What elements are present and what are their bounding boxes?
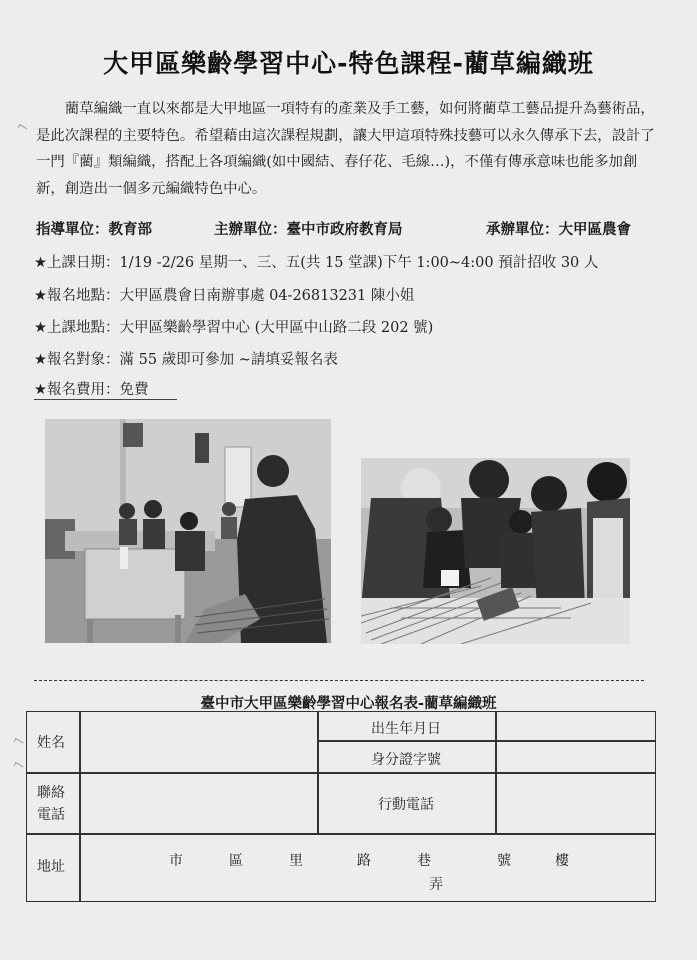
star-icon: ★	[34, 320, 47, 336]
staple-mark	[14, 762, 24, 770]
phone-label-2: 電話	[37, 807, 65, 823]
star-icon: ★	[34, 288, 47, 304]
address-village: 里	[289, 853, 303, 869]
star-icon: ★	[34, 255, 47, 271]
classroom-photo	[45, 419, 331, 643]
address-floor: 樓	[555, 853, 569, 869]
address-lane: 巷	[417, 853, 431, 869]
name-label: 姓名	[37, 735, 65, 751]
class-place: 上課地點：大甲區樂齡學習中心 (大甲區中山路二段 202 號)	[47, 320, 434, 336]
class-date-line	[34, 251, 598, 272]
intro-paragraph: 藺草編織一直以來都是大甲地區一項特有的產業及手工藝，如何將藺草工藝品提升為藝術品，是此次課程的主要特色。希望藉由這次課程規劃，讓大甲這項特殊技藝可以永久傳承下去，設計了一門『藺』類編織，搭配上各項編織(如中國結、春仔花、毛線…)，不僅有傳承意味也能多加創新，創造出一個多元編織特色中心。	[36, 101, 655, 197]
staple-mark	[18, 124, 28, 132]
name-field[interactable]	[87, 728, 313, 756]
phone-label: 聯絡	[37, 785, 65, 801]
form-title: 臺中市大甲區樂齡學習中心報名表-藺草編織班	[200, 696, 497, 712]
organizer-unit: 承辦單位：大甲區農會	[486, 222, 631, 238]
page-title: 大甲區樂齡學習中心-特色課程-藺草編織班	[103, 49, 594, 78]
address-number: 號	[497, 853, 511, 869]
id-number-label: 身分證字號	[371, 752, 441, 768]
staple-mark	[14, 738, 24, 746]
eligibility: 報名對象：滿 55 歲即可參加 ~請填妥報名表	[47, 352, 338, 368]
address-district: 區	[229, 853, 243, 869]
id-number-field[interactable]	[503, 746, 652, 770]
signup-place: 報名地點：大甲區農會日南辦事處 04-26813231 陳小姐	[47, 288, 415, 304]
class-place-line	[34, 316, 433, 337]
form-row-divider	[317, 740, 655, 742]
fee-line	[34, 378, 177, 399]
form-col-divider	[79, 712, 81, 901]
phone-field[interactable]	[87, 788, 313, 820]
host-unit: 主辦單位：臺中市政府教育局	[214, 222, 403, 238]
signup-place-line	[34, 284, 414, 305]
address-label: 地址	[37, 859, 65, 875]
guide-unit: 指導單位：教育部	[36, 222, 152, 238]
cut-line-divider	[34, 680, 644, 681]
fee: 報名費用：免費	[47, 382, 149, 398]
address-city: 市	[169, 853, 183, 869]
registration-form	[26, 711, 656, 902]
star-icon: ★	[34, 382, 47, 398]
birth-label: 出生年月日	[371, 721, 441, 737]
star-icon: ★	[34, 352, 47, 368]
organizing-units	[36, 218, 656, 238]
eligibility-line	[34, 348, 338, 369]
weaving-group-photo	[361, 458, 630, 644]
form-col-divider	[495, 712, 497, 833]
address-road: 路	[357, 853, 371, 869]
birth-date-field[interactable]	[503, 715, 652, 739]
mobile-label: 行動電話	[378, 797, 434, 813]
mobile-field[interactable]	[503, 788, 652, 820]
form-row-divider	[27, 833, 655, 835]
class-date: 上課日期：1/19 -2/26 星期一、三、五(共 15 堂課)下午 1:00~4:00 預計招收 30 人	[47, 255, 599, 271]
address-alley: 弄	[429, 877, 443, 893]
form-row-divider	[27, 772, 655, 774]
